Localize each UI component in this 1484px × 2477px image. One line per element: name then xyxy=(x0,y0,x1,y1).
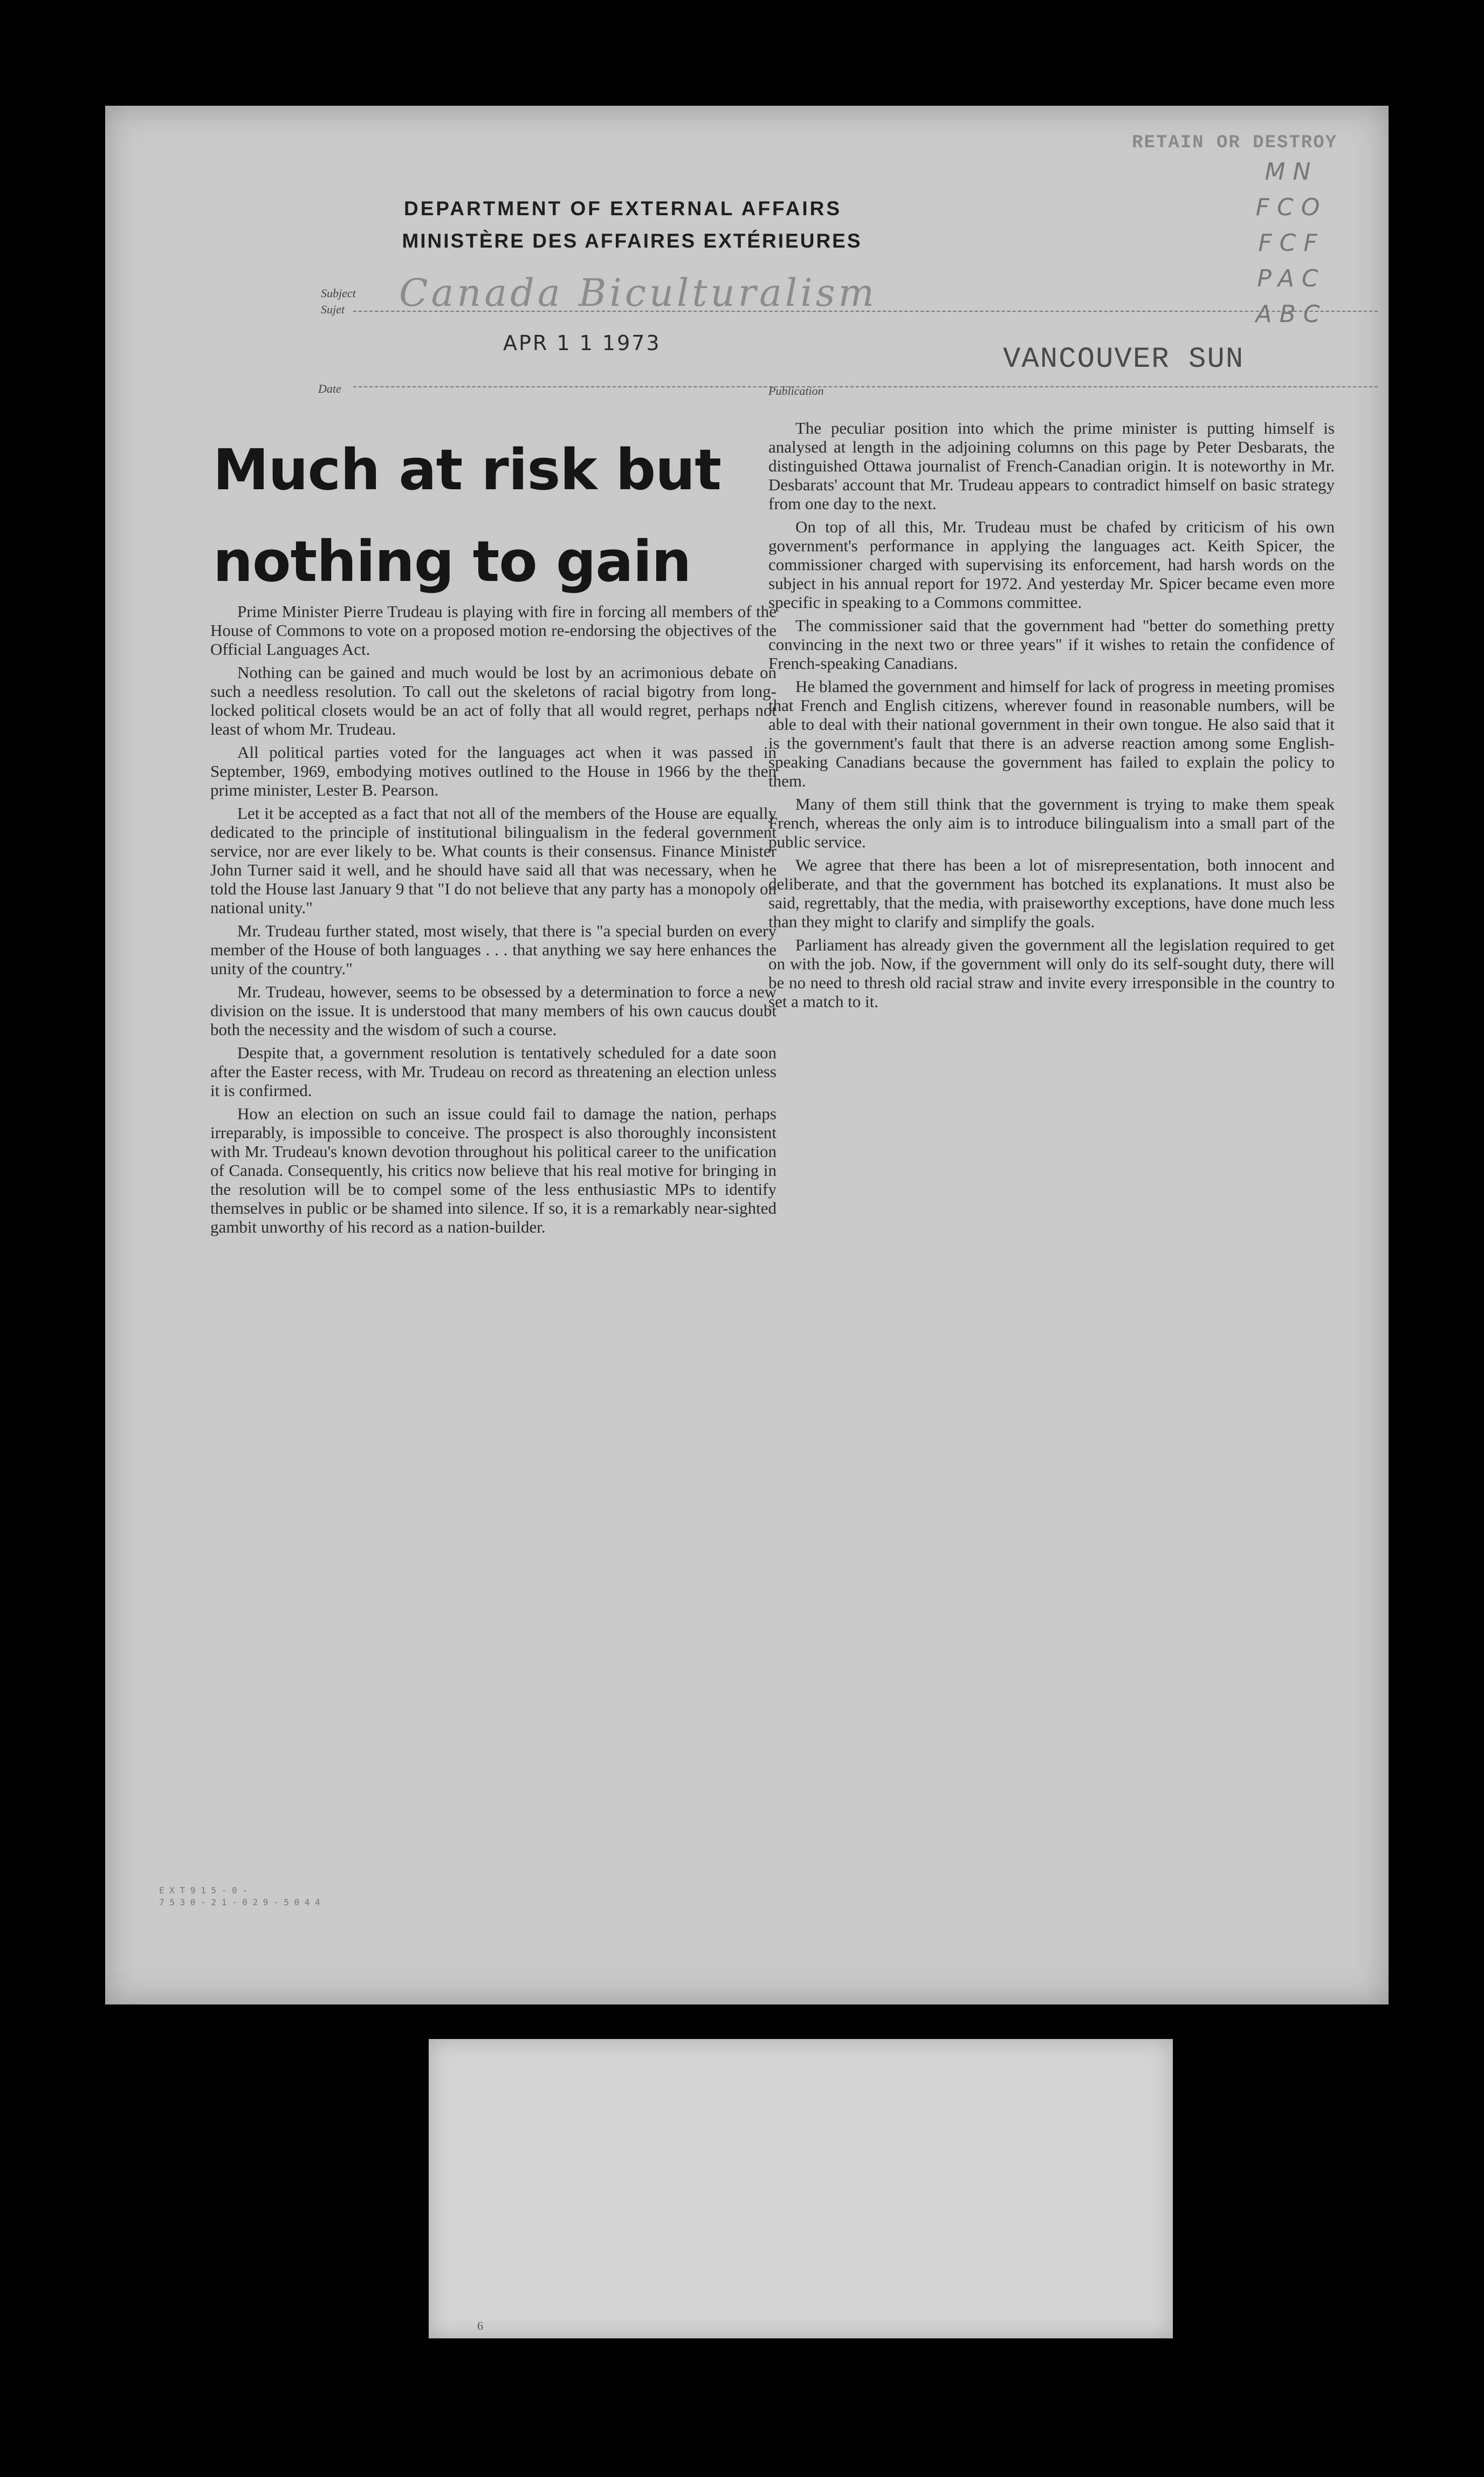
subject-handwriting: Canada Biculturalism xyxy=(399,271,877,315)
article-headline: Much at risk but nothing to gain xyxy=(213,437,721,594)
department-english: DEPARTMENT OF EXTERNAL AFFAIRS xyxy=(403,197,842,220)
left-paragraph: Mr. Trudeau, however, seems to be obsessed by a determination to force a new division on the issue. It is understood that many members of his own caucus doubt both the necessity and the wisdom of such a course. xyxy=(210,982,777,1039)
code-5: ABC xyxy=(1255,300,1328,328)
right-paragraph: We agree that there has been a lot of misrepresentation, both innocent and deliberate, and that the government has botched its explanations. It must also be said, regrettably, that the media, with praiseworthy exceptions, have done much less than they might to clarify and simplify the goals. xyxy=(768,856,1335,931)
subject-line xyxy=(353,311,1378,312)
retain-destroy-stamp: RETAIN OR DESTROY xyxy=(1132,133,1337,153)
code-2: FCO xyxy=(1255,194,1328,221)
department-header xyxy=(105,197,1389,252)
article-column-left xyxy=(210,602,777,1241)
article-column-right xyxy=(768,419,1335,1015)
left-paragraph: All political parties voted for the languages act when it was passed in September, 1969, embodying motives outlined to the House in 1966 by the then prime minister, Lester B. Pearson. xyxy=(210,743,777,799)
right-paragraph: Many of them still think that the government is trying to make them speak French, whereas the only aim is to introduce bilingualism into a small part of the public service. xyxy=(768,795,1335,851)
right-paragraph: Parliament has already given the government all the legislation required to get on with the job. Now, if the government will only do its self-sought duty, there will be no need to thresh old racial straw and invite every irresponsible in the country to set a match to it. xyxy=(768,935,1335,1011)
form-code xyxy=(159,1885,320,1908)
date-stamp: APR 1 1 1973 xyxy=(503,331,661,355)
left-paragraph: Mr. Trudeau further stated, most wisely, that there is "a special burden on every member of the House of both languages . . . that anything we say here enhances the unity of the country." xyxy=(210,921,777,978)
publication-stamp: VANCOUVER SUN xyxy=(1003,343,1245,376)
right-paragraph: He blamed the government and himself for lack of progress in meeting promises that French and English citizens, wherever found in reasonable numbers, will be able to deal with their national government in their own tongue. He also said that it is the government's fault that there is an adverse reaction among some English-speaking Canadians because the government has failed to explain the policy to them. xyxy=(768,677,1335,790)
date-label: Date xyxy=(318,382,341,395)
publication-label: Publication xyxy=(768,384,824,398)
left-paragraph: Despite that, a government resolution is tentatively scheduled for a date soon after the Easter recess, with Mr. Trudeau on record as threatening an election unless it is confirmed. xyxy=(210,1043,777,1100)
right-paragraph: The commissioner said that the government had "better do something pretty convincing in the next two or three years" if it wishes to retain the confidence of French-speaking Canadians. xyxy=(768,616,1335,673)
form-code-line-1: E X T 9 1 5 - 0 - xyxy=(159,1885,248,1896)
left-paragraph: Nothing can be gained and much would be lost by an acrimonious debate on such a needless resolution. To call out the skeletons of racial bigotry from long-locked political closets would be an act of folly that all would regret, perhaps not least of whom Mr. Trudeau. xyxy=(210,663,777,738)
card-number: 6 xyxy=(477,2319,483,2332)
blank-card xyxy=(429,2039,1173,2338)
left-paragraph: Prime Minister Pierre Trudeau is playing with fire in forcing all members of the House of Commons to vote on a proposed motion re-endorsing the objectives of the Official Languages Act. xyxy=(210,602,777,659)
form-code-line-2: 7 5 3 0 - 2 1 - 0 2 9 - 5 0 4 4 xyxy=(159,1897,320,1907)
right-paragraph: On top of all this, Mr. Trudeau must be chafed by criticism of his own government's performance in applying the languages act. Keith Spicer, the commissioner charged with supervising its enforcement, had harsh words on the subject in his annual report for 1972. And yesterday Mr. Spicer became even more specific in speaking to a Commons committee. xyxy=(768,517,1335,612)
code-4: PAC xyxy=(1257,265,1326,292)
clipping-sheet xyxy=(105,106,1389,2004)
subject-label: Subject xyxy=(321,286,356,300)
right-paragraph: The peculiar position into which the prime minister is putting himself is analysed at length in the adjoining columns on this page by Peter Desbarats, the distinguished Ottawa journalist of French-Canadian origin. It is noteworthy in Mr. Desbarats' account that Mr. Trudeau appears to contradict himself on basic strategy from one day to the next. xyxy=(768,419,1335,513)
left-paragraph: How an election on such an issue could fail to damage the nation, perhaps irreparably, is impossible to conceive. The prospect is also thoroughly inconsistent with Mr. Trudeau's known devotion throughout his political career to the unification of Canada. Consequently, his critics now believe that his real motive for bringing in the resolution will be to compel some of the less enthusiastic MPs to identify themselves in public or be shamed into silence. If so, it is a remarkably near-sighted gambit unworthy of his record as a nation-builder. xyxy=(210,1104,777,1236)
code-3: FCF xyxy=(1258,229,1325,257)
code-1: MN xyxy=(1265,158,1318,186)
department-french: MINISTÈRE DES AFFAIRES EXTÉRIEURES xyxy=(402,230,862,252)
sujet-label: Sujet xyxy=(321,303,345,316)
left-paragraph: Let it be accepted as a fact that not all of the members of the House are equally dedicated to the principle of institutional bilingualism in the federal government service, nor are ever likely to be. What counts is their consensus. Finance Minister John Turner said it well, and he should have said all that was necessary, when he told the House last January 9 that "I do not believe that any party has a monopoly on national unity." xyxy=(210,804,777,917)
date-line xyxy=(353,386,1378,387)
